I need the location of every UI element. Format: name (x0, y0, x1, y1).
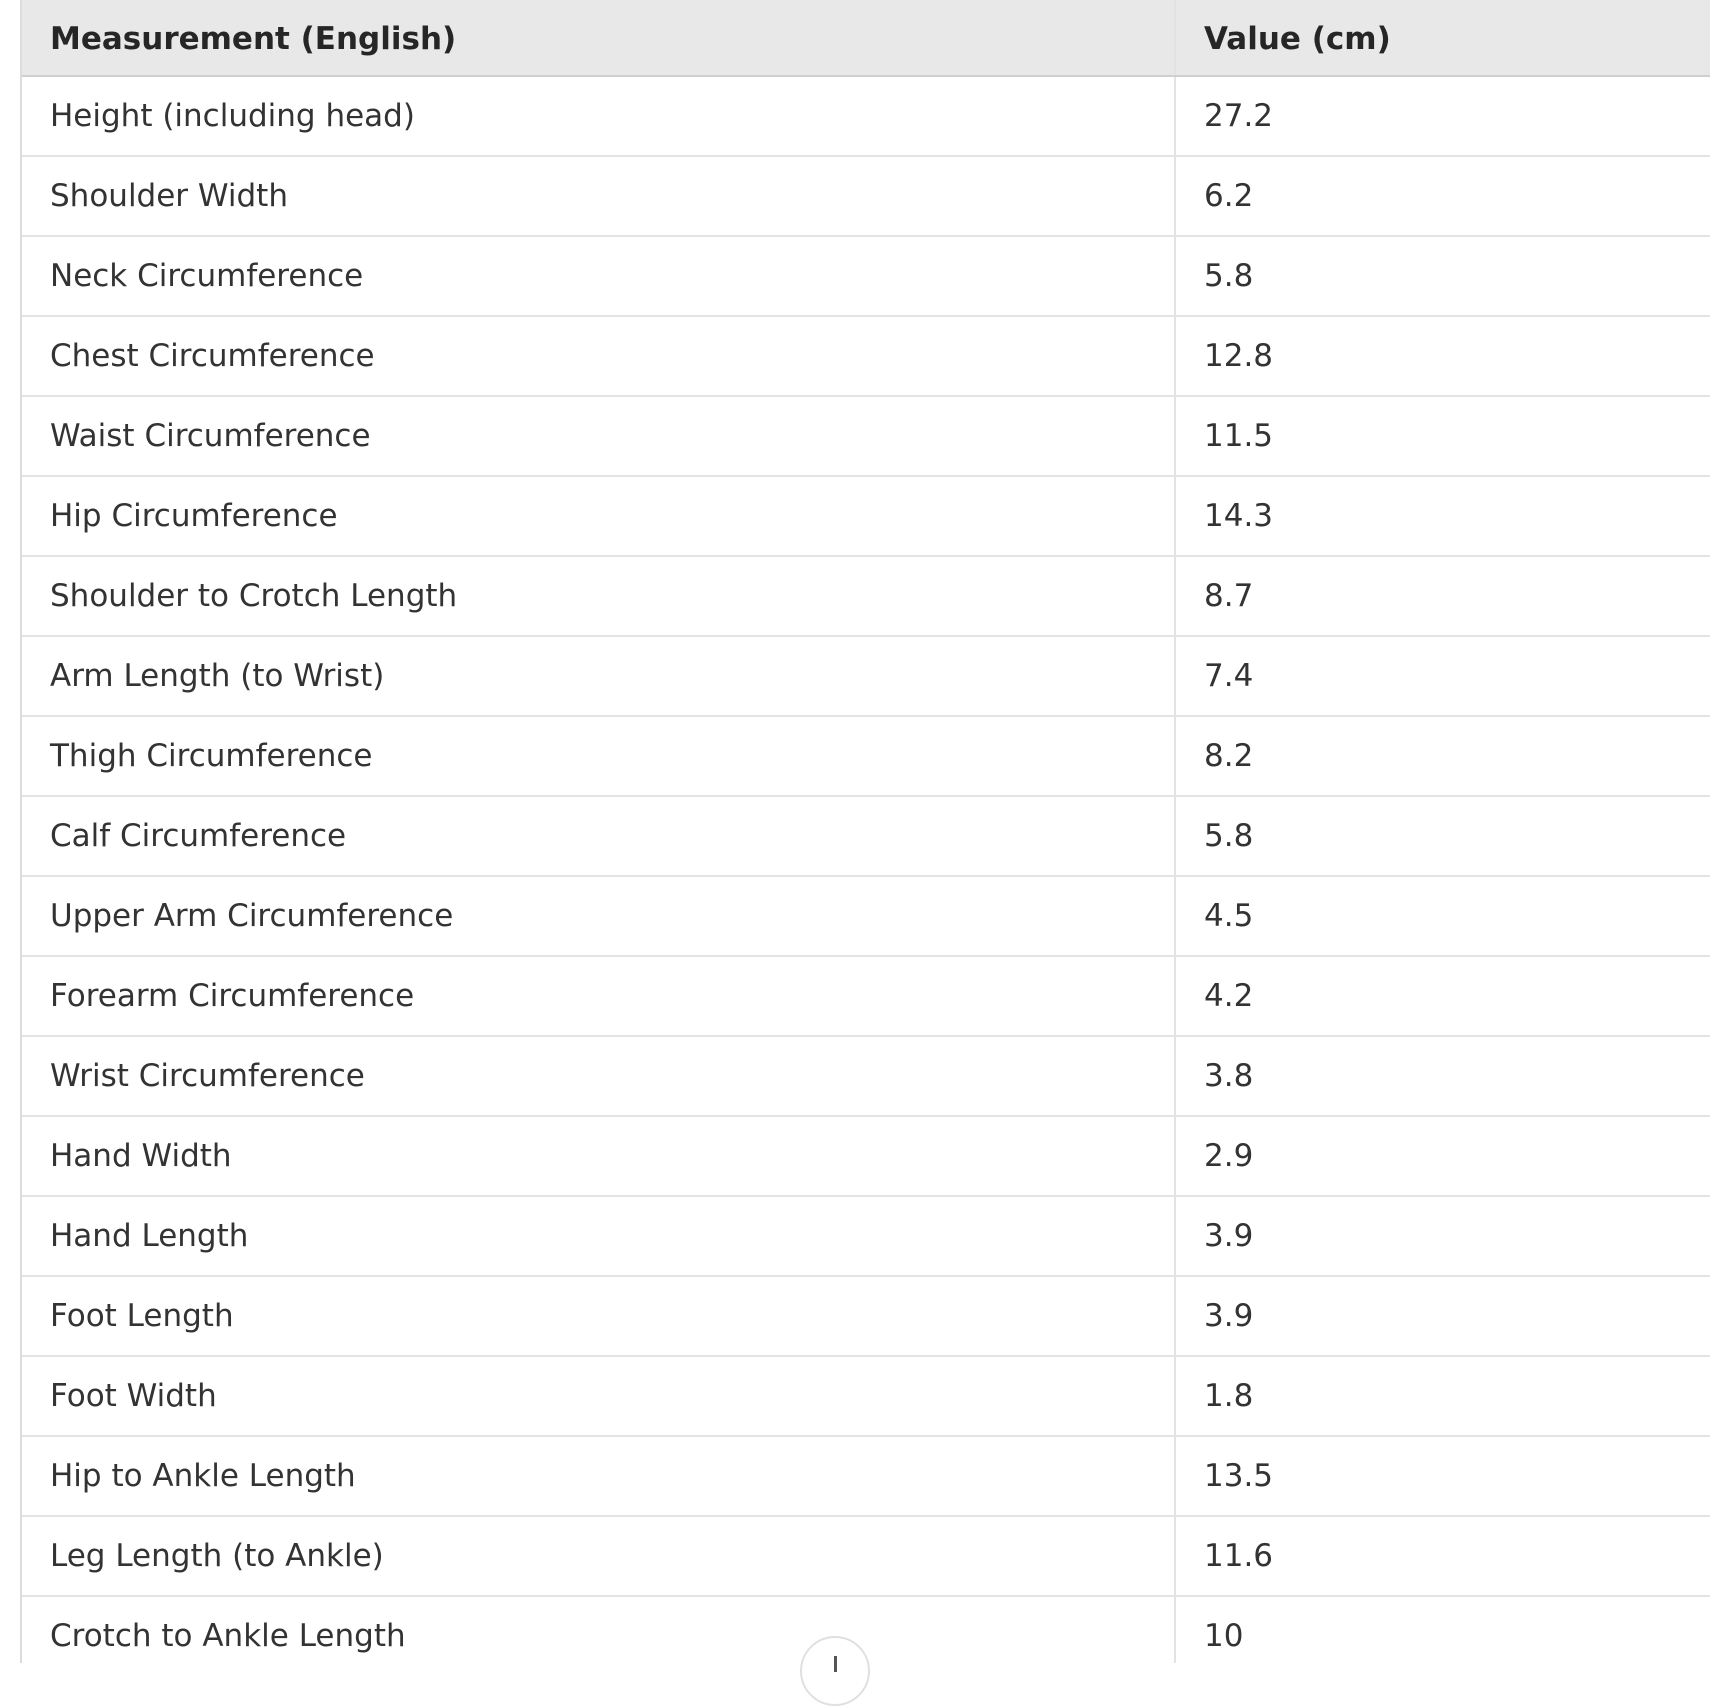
measurement-name-cell: Thigh Circumference (22, 716, 1175, 796)
table-row (22, 796, 1710, 876)
measurement-name-cell: Chest Circumference (22, 316, 1175, 396)
measurement-value-cell: 8.2 (1175, 716, 1710, 796)
measurement-name-cell: Shoulder to Crotch Length (22, 556, 1175, 636)
table-row (22, 1276, 1710, 1356)
measurement-name-cell: Crotch to Ankle Length (22, 1596, 1175, 1663)
measurement-name-cell: Hip Circumference (22, 476, 1175, 556)
measurement-name-cell: Height (including head) (22, 76, 1175, 156)
arrow-down-icon (834, 1656, 837, 1672)
measurement-value-cell: 4.5 (1175, 876, 1710, 956)
measurement-value-cell: 5.8 (1175, 796, 1710, 876)
measurement-value-cell: 6.2 (1175, 156, 1710, 236)
table-row (22, 1516, 1710, 1596)
measurement-name-cell: Waist Circumference (22, 396, 1175, 476)
table-row (22, 1356, 1710, 1436)
measurement-name-cell: Forearm Circumference (22, 956, 1175, 1036)
measurement-name-cell: Hip to Ankle Length (22, 1436, 1175, 1516)
measurement-value-cell: 27.2 (1175, 76, 1710, 156)
measurement-value-cell: 8.7 (1175, 556, 1710, 636)
measurement-value-cell: 2.9 (1175, 1116, 1710, 1196)
measurement-name-cell: Shoulder Width (22, 156, 1175, 236)
measurement-value-cell: 10 (1175, 1596, 1710, 1663)
table-row (22, 956, 1710, 1036)
measurement-name-cell: Calf Circumference (22, 796, 1175, 876)
measurement-value-cell: 3.8 (1175, 1036, 1710, 1116)
table-row (22, 1116, 1710, 1196)
column-header-measurement: Measurement (English) (22, 0, 1175, 76)
table-row (22, 716, 1710, 796)
table-row (22, 636, 1710, 716)
measurement-table (22, 0, 1710, 1663)
measurement-value-cell: 12.8 (1175, 316, 1710, 396)
table-row (22, 236, 1710, 316)
measurement-name-cell: Hand Length (22, 1196, 1175, 1276)
measurement-value-cell: 11.6 (1175, 1516, 1710, 1596)
measurement-name-cell: Wrist Circumference (22, 1036, 1175, 1116)
table-row (22, 1596, 1710, 1663)
table-row (22, 876, 1710, 956)
measurement-name-cell: Foot Width (22, 1356, 1175, 1436)
measurement-value-cell: 7.4 (1175, 636, 1710, 716)
measurement-value-cell: 3.9 (1175, 1196, 1710, 1276)
measurement-value-cell: 14.3 (1175, 476, 1710, 556)
table-row (22, 556, 1710, 636)
table-body (22, 76, 1710, 1663)
measurement-value-cell: 5.8 (1175, 236, 1710, 316)
measurement-value-cell: 13.5 (1175, 1436, 1710, 1516)
table-row (22, 476, 1710, 556)
measurement-value-cell: 11.5 (1175, 396, 1710, 476)
measurement-value-cell: 4.2 (1175, 956, 1710, 1036)
column-header-value: Value (cm) (1175, 0, 1710, 76)
scroll-down-button[interactable] (800, 1636, 870, 1706)
measurement-name-cell: Foot Length (22, 1276, 1175, 1356)
table-row (22, 156, 1710, 236)
table-row (22, 396, 1710, 476)
table-row (22, 1036, 1710, 1116)
measurement-name-cell: Hand Width (22, 1116, 1175, 1196)
measurement-value-cell: 3.9 (1175, 1276, 1710, 1356)
table-row (22, 316, 1710, 396)
measurement-value-cell: 1.8 (1175, 1356, 1710, 1436)
measurement-name-cell: Neck Circumference (22, 236, 1175, 316)
measurement-name-cell: Arm Length (to Wrist) (22, 636, 1175, 716)
table-header-row (22, 0, 1710, 76)
measurement-name-cell: Upper Arm Circumference (22, 876, 1175, 956)
measurement-table-container (20, 0, 1710, 1663)
table-row (22, 1436, 1710, 1516)
table-row (22, 1196, 1710, 1276)
measurement-name-cell: Leg Length (to Ankle) (22, 1516, 1175, 1596)
table-row (22, 76, 1710, 156)
